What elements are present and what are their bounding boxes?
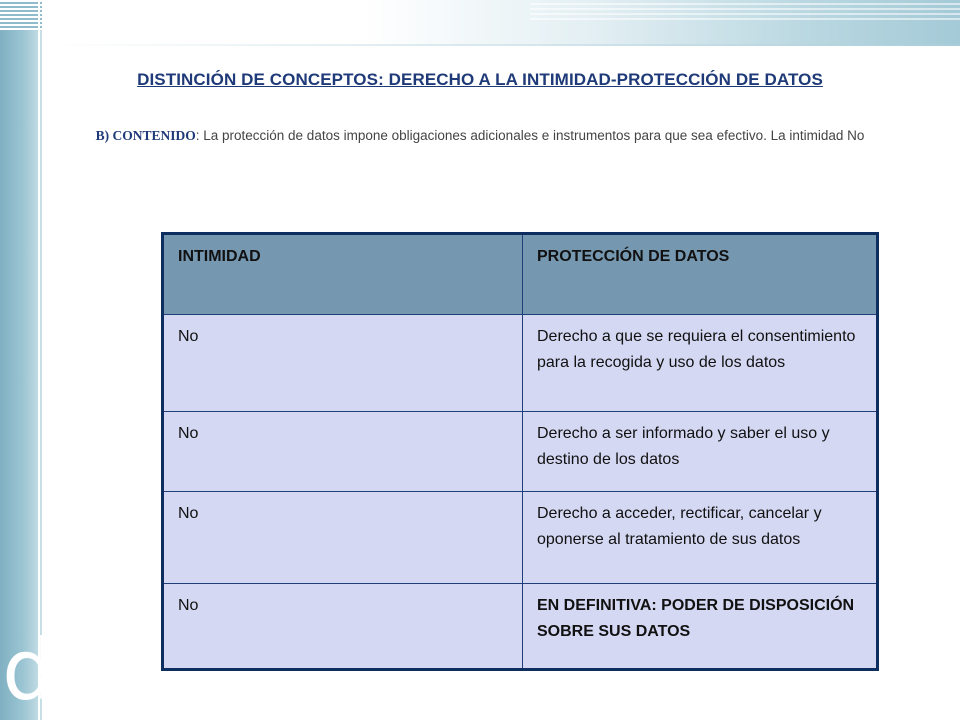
table-row (163, 584, 878, 670)
left-stripes-decoration (0, 0, 42, 30)
table-row (163, 412, 878, 492)
cell-intimidad: No (163, 315, 523, 412)
logo-letter: d (2, 621, 56, 719)
cell-proteccion: Derecho a ser informado y saber el uso y destino de los datos (523, 412, 878, 492)
slide-title: DISTINCIÓN DE CONCEPTOS: DERECHO A LA INTIMIDAD-PROTECCIÓN DE DATOS (137, 70, 823, 89)
header-proteccion-datos: PROTECCIÓN DE DATOS (523, 234, 878, 315)
cell-proteccion: Derecho a acceder, rectificar, cancelar y oponerse al tratamiento de sus datos (523, 492, 878, 584)
subtitle-text: : La protección de datos impone obligaciones adicionales e instrumentos para que sea efectivo. La intimidad No (195, 128, 865, 143)
left-edge-line (38, 0, 40, 720)
table-row (163, 492, 878, 584)
cell-proteccion-conclusion: EN DEFINITIVA: PODER DE DISPOSICIÓN SOBRE SUS DATOS (523, 584, 878, 670)
left-decorative-band (0, 0, 56, 720)
subtitle-lead: B) CONTENIDO (95, 128, 196, 143)
comparison-table (161, 232, 879, 671)
slide-subtitle (80, 127, 880, 145)
table-header-row (163, 234, 878, 315)
top-divider-line (42, 44, 960, 46)
header-intimidad: INTIMIDAD (163, 234, 523, 315)
cell-proteccion: Derecho a que se requiera el consentimiento para la recogida y uso de los datos (523, 315, 878, 412)
cell-intimidad: No (163, 492, 523, 584)
table-row (163, 315, 878, 412)
top-stripes-decoration (530, 0, 960, 22)
cell-intimidad: No (163, 412, 523, 492)
cell-intimidad: No (163, 584, 523, 670)
